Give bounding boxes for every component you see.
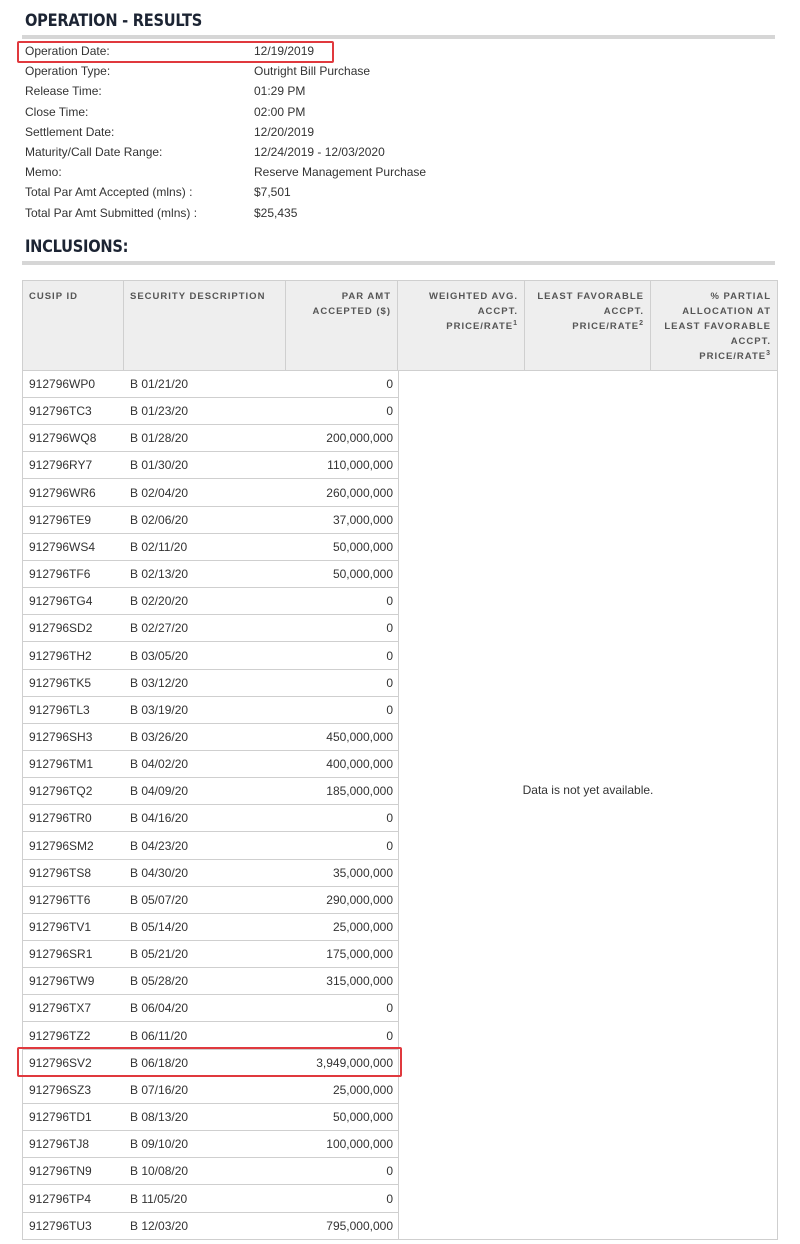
cusip-cell: 912796TU3: [29, 1218, 92, 1233]
detail-label: Operation Type:: [25, 64, 111, 79]
table-row: [23, 561, 398, 588]
par-amount-cell: 0: [386, 675, 393, 690]
table-row: [23, 860, 398, 887]
par-amount-cell: 50,000,000: [332, 539, 393, 554]
cusip-cell: 912796SM2: [29, 838, 94, 853]
par-amount-cell: 3,949,000,000: [316, 1055, 393, 1070]
detail-value: 12/24/2019 - 12/03/2020: [254, 145, 385, 159]
description-cell: B 04/02/20: [130, 757, 189, 772]
table-row: [23, 398, 398, 425]
table-row: [23, 724, 398, 751]
table-row: [23, 425, 398, 452]
table-row: [23, 1131, 398, 1158]
description-cell: B 06/04/20: [130, 1001, 189, 1016]
cusip-cell: 912796TT6: [29, 892, 91, 907]
table-row: [23, 507, 398, 534]
table-row: [23, 995, 398, 1022]
description-cell: B 08/13/20: [130, 1110, 189, 1125]
par-amount-cell: 400,000,000: [326, 757, 393, 772]
cusip-cell: 912796TN9: [29, 1164, 92, 1179]
par-amount-cell: 0: [386, 811, 393, 826]
description-cell: B 02/27/20: [130, 621, 189, 636]
detail-label: Maturity/Call Date Range:: [25, 145, 163, 159]
par-amount-cell: 100,000,000: [326, 1137, 393, 1152]
operation-date-highlight: [17, 41, 334, 63]
par-amount-cell: 795,000,000: [326, 1218, 393, 1233]
cusip-cell: 912796TD1: [29, 1110, 92, 1125]
par-amount-cell: 37,000,000: [332, 512, 393, 527]
detail-label: Memo:: [25, 165, 62, 180]
detail-label: Total Par Amt Accepted (mlns) :: [25, 185, 193, 200]
detail-row: [25, 142, 545, 162]
description-cell: B 09/10/20: [130, 1137, 189, 1152]
section-divider: [22, 261, 775, 265]
cusip-cell: 912796TW9: [29, 974, 95, 989]
cusip-cell: 912796SH3: [29, 729, 93, 744]
cusip-cell: 912796TF6: [29, 567, 91, 582]
description-cell: B 05/14/20: [130, 920, 189, 934]
cusip-cell: 912796TX7: [29, 1001, 92, 1016]
detail-value: 12/19/2019: [254, 44, 315, 58]
table-row: [23, 833, 398, 860]
cusip-cell: 912796TL3: [29, 702, 90, 717]
cusip-cell: 912796TP4: [29, 1191, 92, 1206]
par-amount-cell: 450,000,000: [326, 729, 393, 744]
detail-value: Reserve Management Purchase: [254, 165, 427, 180]
table-row: [23, 941, 398, 968]
table-row: [23, 751, 398, 778]
cusip-cell: 912796TC3: [29, 404, 92, 419]
description-cell: B 02/13/20: [130, 567, 189, 582]
cusip-cell: 912796TQ2: [29, 784, 93, 799]
header-par-amt-accepted: PAR AMT ACCEPTED ($): [286, 281, 398, 370]
table-row: [23, 805, 398, 832]
detail-row: [25, 162, 545, 182]
par-amount-cell: 315,000,000: [326, 974, 393, 989]
data-not-available-message: Data is not yet available.: [522, 783, 654, 797]
detail-value: 02:00 PM: [254, 104, 306, 119]
footnote-marker[interactable]: 1: [513, 319, 518, 327]
par-amount-cell: 110,000,000: [327, 458, 393, 473]
par-amount-cell: 0: [386, 621, 393, 636]
detail-value: $25,435: [254, 205, 298, 220]
table-row: [23, 778, 398, 805]
detail-label: Total Par Amt Submitted (mlns) :: [25, 205, 198, 220]
header-text: % PARTIAL ALLOCATION AT LEAST FAVORABLE ACCPT. PRICE/RATE: [664, 291, 771, 362]
par-amount-cell: 0: [386, 702, 393, 717]
par-amount-cell: 200,000,000: [326, 431, 393, 446]
table-row: [23, 615, 398, 642]
header-text: WEIGHTED AVG. ACCPT. PRICE/RATE: [429, 291, 518, 332]
description-cell: B 12/03/20: [130, 1218, 189, 1233]
par-amount-cell: 50,000,000: [332, 1110, 393, 1125]
par-amount-cell: 0: [386, 377, 393, 391]
description-cell: B 04/09/20: [130, 784, 189, 799]
table-row: [23, 887, 398, 914]
detail-label: Settlement Date:: [25, 124, 115, 139]
par-amount-cell: 50,000,000: [332, 567, 393, 582]
description-cell: B 01/30/20: [130, 458, 189, 473]
cusip-cell: 912796TM1: [29, 757, 94, 772]
description-cell: B 02/06/20: [130, 512, 189, 527]
table-header: [23, 281, 777, 371]
description-cell: B 03/26/20: [130, 729, 189, 744]
table-row: [23, 588, 398, 615]
table-row: [23, 670, 398, 697]
cusip-cell: 912796TV1: [29, 920, 92, 934]
description-cell: B 04/23/20: [130, 838, 189, 853]
detail-label: Release Time:: [25, 84, 102, 99]
cusip-cell: 912796TS8: [29, 865, 92, 880]
header-cusip-id: CUSIP ID: [23, 281, 124, 370]
header-security-description: SECURITY DESCRIPTION: [124, 281, 286, 370]
description-cell: B 07/16/20: [130, 1082, 189, 1097]
cusip-cell: 912796RY7: [29, 458, 93, 473]
detail-label: Close Time:: [25, 104, 89, 119]
table-row: [23, 1077, 398, 1104]
detail-row: [25, 203, 545, 223]
cusip-cell: 912796TJ8: [29, 1137, 90, 1152]
description-cell: B 01/21/20: [130, 377, 189, 391]
description-cell: B 05/07/20: [130, 892, 189, 907]
header-least-favorable-price: [525, 281, 651, 370]
par-amount-cell: 0: [386, 1164, 393, 1179]
table-row: [23, 1104, 398, 1131]
par-amount-cell: 0: [386, 594, 393, 609]
operation-results-title: OPERATION - RESULTS: [25, 11, 203, 31]
par-amount-cell: 25,000,000: [332, 920, 393, 934]
par-amount-cell: 0: [386, 1001, 393, 1016]
table-row: [23, 1023, 398, 1050]
detail-row: [25, 102, 545, 122]
cusip-cell: 912796SR1: [29, 947, 93, 962]
row-highlight: [17, 1047, 402, 1077]
description-cell: B 03/19/20: [130, 702, 189, 717]
cusip-cell: 912796TE9: [29, 512, 92, 527]
cusip-cell: 912796TK5: [29, 675, 92, 690]
cusip-cell: 912796SV2: [29, 1055, 92, 1070]
cusip-cell: 912796TG4: [29, 594, 93, 609]
par-amount-cell: 290,000,000: [326, 892, 393, 907]
table-row: [23, 697, 398, 724]
description-cell: B 02/20/20: [130, 594, 189, 609]
cusip-cell: 912796TH2: [29, 648, 92, 663]
description-cell: B 05/21/20: [130, 947, 189, 962]
par-amount-cell: 0: [386, 1028, 393, 1043]
description-cell: B 03/05/20: [130, 648, 189, 663]
description-cell: B 01/28/20: [130, 431, 189, 446]
table-row: [23, 1213, 398, 1240]
detail-value: $7,501: [254, 185, 291, 200]
description-cell: B 04/30/20: [130, 865, 189, 880]
description-cell: B 10/08/20: [130, 1164, 189, 1179]
cusip-cell: 912796SZ3: [29, 1082, 92, 1097]
footnote-marker[interactable]: 3: [766, 349, 771, 357]
par-amount-cell: 185,000,000: [326, 784, 393, 799]
description-cell: B 03/12/20: [130, 675, 189, 690]
detail-row: [25, 182, 545, 202]
cusip-cell: 912796TZ2: [29, 1028, 91, 1043]
description-cell: B 06/11/20: [130, 1028, 188, 1043]
par-amount-cell: 0: [386, 838, 393, 853]
detail-value: 12/20/2019: [254, 124, 315, 139]
detail-row: [25, 122, 545, 142]
par-amount-cell: 0: [386, 404, 393, 419]
inclusions-table: [22, 280, 778, 1240]
cusip-cell: 912796SD2: [29, 621, 93, 636]
section-divider: [22, 35, 775, 39]
description-cell: B 05/28/20: [130, 974, 189, 989]
cusip-cell: 912796WR6: [29, 485, 96, 500]
description-cell: B 11/05/20: [130, 1191, 188, 1206]
description-cell: B 01/23/20: [130, 404, 189, 419]
detail-row: [25, 61, 545, 81]
detail-value: Outright Bill Purchase: [254, 64, 371, 79]
table-row: [23, 371, 398, 398]
table-row: [23, 968, 398, 995]
table-row: [23, 914, 398, 941]
table-row: [23, 480, 398, 507]
detail-label: Operation Date:: [25, 44, 110, 58]
detail-row: [25, 81, 545, 101]
description-cell: B 02/04/20: [130, 485, 189, 500]
table-row: [23, 643, 398, 670]
par-amount-cell: 35,000,000: [332, 865, 393, 880]
description-cell: B 02/11/20: [130, 539, 188, 554]
par-amount-cell: 0: [386, 1191, 393, 1206]
par-amount-cell: 0: [386, 648, 393, 663]
cusip-cell: 912796TR0: [29, 811, 92, 826]
description-cell: B 06/18/20: [130, 1055, 189, 1070]
description-cell: B 04/16/20: [130, 811, 189, 826]
header-text: LEAST FAVORABLE ACCPT. PRICE/RATE: [537, 291, 644, 332]
footnote-marker[interactable]: 2: [639, 319, 644, 327]
detail-value: 01:29 PM: [254, 84, 306, 99]
table-row: [23, 1158, 398, 1185]
header-partial-allocation: [651, 281, 777, 370]
table-row: [23, 534, 398, 561]
par-amount-cell: 260,000,000: [326, 485, 393, 500]
cusip-cell: 912796WP0: [29, 377, 96, 391]
table-row: [23, 1186, 398, 1213]
column-divider: [398, 371, 399, 1240]
header-weighted-avg-price: [398, 281, 525, 370]
cusip-cell: 912796WS4: [29, 539, 96, 554]
par-amount-cell: 175,000,000: [326, 947, 393, 962]
table-row: [23, 452, 398, 479]
inclusions-title: INCLUSIONS:: [25, 237, 129, 257]
par-amount-cell: 25,000,000: [332, 1082, 393, 1097]
cusip-cell: 912796WQ8: [29, 431, 97, 446]
